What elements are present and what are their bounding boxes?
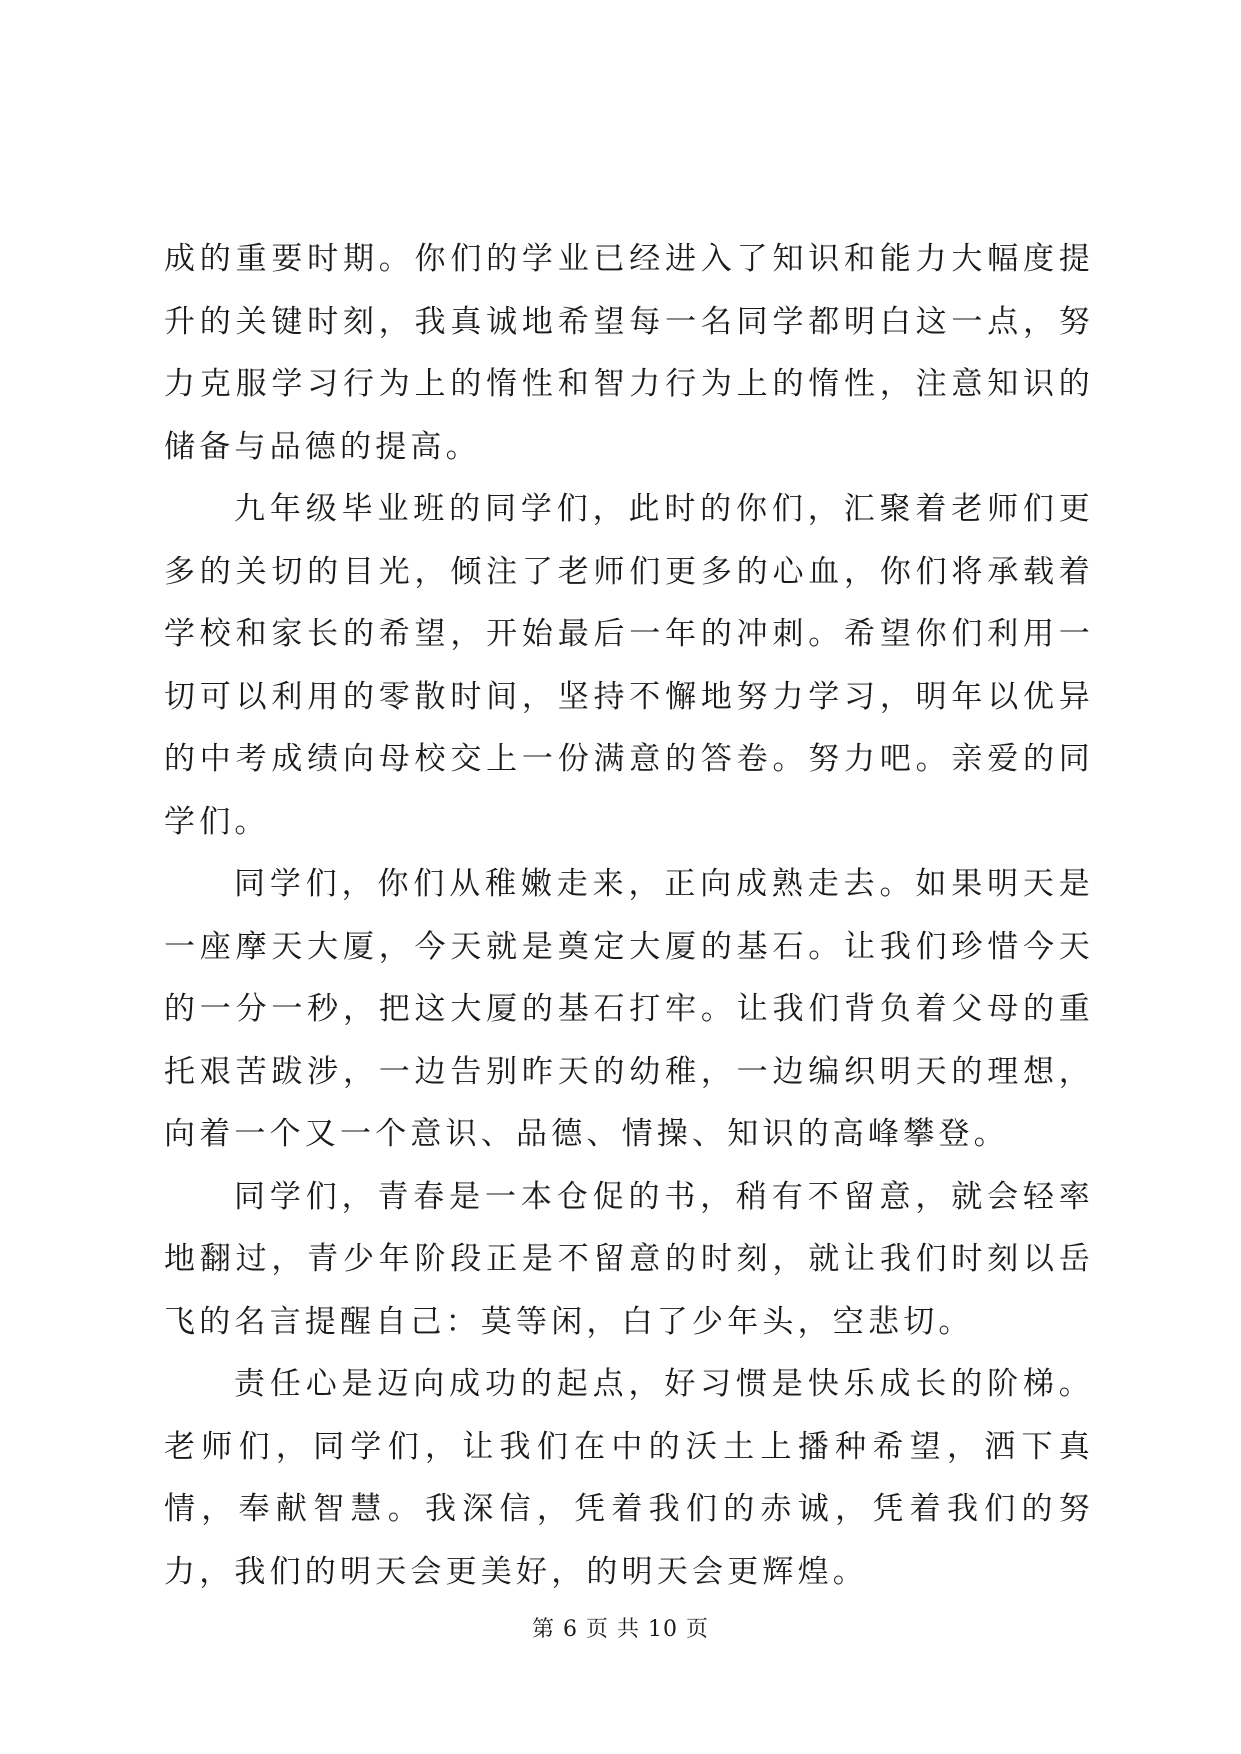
page-number-label: 第 6 页 共 10 页 [532, 1617, 709, 1642]
body-text [164, 228, 1094, 1603]
paragraph-grade9: 九年级毕业班的同学们，此时的你们，汇聚着老师们更多的关切的目光，倾注了老师们更多的心血，你们将承载着学校和家长的希望，开始最后一年的冲刺。希望你们利用一切可以利用的零散时间，坚持不懈地努力学习，明年以优异的中考成绩向母校交上一份满意的答卷。努力吧。亲爱的同学们。 [164, 491, 1094, 840]
paragraph-youth: 同学们，青春是一本仓促的书，稍有不留意，就会轻率地翻过，青少年阶段正是不留意的时刻，就让我们时刻以岳飞的名言提醒自己：莫等闲，白了少年头，空悲切。 [164, 1178, 1094, 1340]
paragraph-responsibility: 责任心是迈向成功的起点，好习惯是快乐成长的阶梯。老师们，同学们，让我们在中的沃土上播种希望，洒下真情，奉献智慧。我深信，凭着我们的赤诚，凭着我们的努力，我们的明天会更美好，的明天会更辉煌。 [164, 1366, 1094, 1590]
paragraph-tomorrow: 同学们，你们从稚嫩走来，正向成熟走去。如果明天是一座摩天大厦，今天就是奠定大厦的基石。让我们珍惜今天的一分一秒，把这大厦的基石打牢。让我们背负着父母的重托艰苦跋涉，一边告别昨天的幼稚，一边编织明天的理想，向着一个又一个意识、品德、情操、知识的高峰攀登。 [164, 866, 1094, 1152]
paragraph-continued: 成的重要时期。你们的学业已经进入了知识和能力大幅度提升的关键时刻，我真诚地希望每一名同学都明白这一点，努力克服学习行为上的惰性和智力行为上的惰性，注意知识的储备与品德的提高。 [164, 241, 1094, 465]
page-footer [0, 1612, 1241, 1643]
